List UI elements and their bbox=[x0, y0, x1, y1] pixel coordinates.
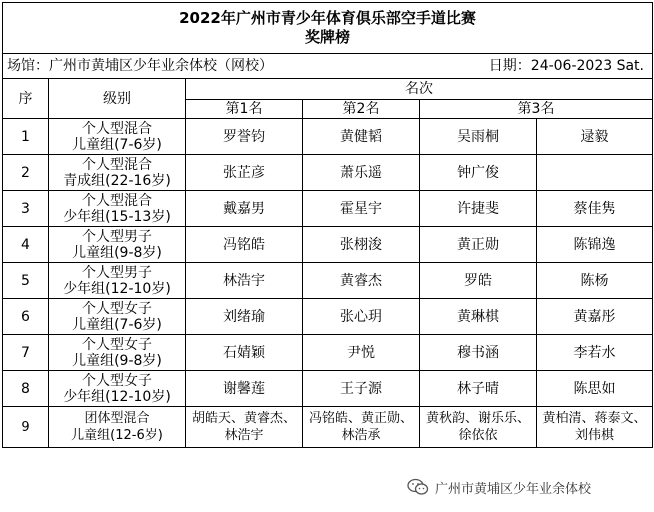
level-group: 少年组(15-13岁) bbox=[63, 208, 171, 225]
header-third: 第3名 bbox=[420, 100, 653, 119]
seq-cell: 2 bbox=[3, 155, 49, 191]
wechat-icon bbox=[407, 478, 429, 496]
seq-cell: 6 bbox=[3, 299, 49, 335]
first-place-cell: 戴嘉男 bbox=[186, 191, 303, 227]
first-place-cell: 刘绪瑜 bbox=[186, 299, 303, 335]
level-group: 儿童组(12-6岁) bbox=[71, 428, 163, 443]
footer-text: 广州市黄埔区少年业余体校 bbox=[435, 481, 592, 497]
second-place-cell: 王子源 bbox=[303, 371, 420, 407]
seq-cell: 8 bbox=[3, 371, 49, 407]
level-cell bbox=[49, 191, 186, 227]
level-cell bbox=[49, 227, 186, 263]
seq-cell: 3 bbox=[3, 191, 49, 227]
level-type: 个人型男子 bbox=[82, 228, 152, 245]
level-type: 个人型男子 bbox=[82, 264, 152, 281]
table-row bbox=[3, 407, 653, 448]
level-cell bbox=[49, 263, 186, 299]
third-place-cell-a: 林子晴 bbox=[420, 371, 537, 407]
third-place-cell-b bbox=[537, 155, 653, 191]
third-place-cell-a: 黄琳棋 bbox=[420, 299, 537, 335]
date-label: 日期：24-06-2023 Sat. bbox=[488, 58, 644, 74]
level-group: 儿童组(7-6岁) bbox=[72, 316, 162, 333]
third-place-cell-b: 陈杨 bbox=[537, 263, 653, 299]
seq-cell: 9 bbox=[3, 407, 49, 448]
title-line-1: 2022年广州市青少年体育俱乐部空手道比赛 bbox=[179, 9, 476, 27]
seq-cell: 4 bbox=[3, 227, 49, 263]
second-place-cell: 张心玥 bbox=[303, 299, 420, 335]
third-place-cell-a: 吴雨桐 bbox=[420, 119, 537, 155]
first-place-cell: 冯铭皓 bbox=[186, 227, 303, 263]
third-place-cell-a: 穆书涵 bbox=[420, 335, 537, 371]
second-place-cell: 尹悦 bbox=[303, 335, 420, 371]
third-place-cell-b: 黄嘉彤 bbox=[537, 299, 653, 335]
second-place-cell: 冯铭皓、黄正勋、林浩承 bbox=[303, 407, 420, 448]
level-group: 儿童组(9-8岁) bbox=[72, 244, 162, 261]
third-place-cell-b: 陈思如 bbox=[537, 371, 653, 407]
third-place-cell-a: 许捷斐 bbox=[420, 191, 537, 227]
second-place-cell: 霍星宇 bbox=[303, 191, 420, 227]
table-row bbox=[3, 155, 653, 191]
table-row bbox=[3, 227, 653, 263]
table-row bbox=[3, 371, 653, 407]
info-row bbox=[3, 54, 653, 79]
level-group: 青成组(22-16岁) bbox=[63, 172, 171, 189]
header-first: 第1名 bbox=[186, 100, 303, 119]
table-title bbox=[3, 3, 653, 54]
venue-label: 场馆：广州市黄埔区少年业余体校（网校） bbox=[7, 58, 273, 74]
level-cell bbox=[49, 371, 186, 407]
second-place-cell: 黄健韬 bbox=[303, 119, 420, 155]
table-row bbox=[3, 299, 653, 335]
level-cell bbox=[49, 335, 186, 371]
first-place-cell: 林浩宇 bbox=[186, 263, 303, 299]
third-place-cell-a: 黄正勋 bbox=[420, 227, 537, 263]
level-type: 个人型女子 bbox=[82, 372, 152, 389]
table-row bbox=[3, 119, 653, 155]
level-type: 团体型混合 bbox=[84, 411, 150, 426]
second-place-cell: 黄睿杰 bbox=[303, 263, 420, 299]
first-place-cell: 罗誉钧 bbox=[186, 119, 303, 155]
first-place-cell: 谢馨莲 bbox=[186, 371, 303, 407]
third-place-cell-b: 逯毅 bbox=[537, 119, 653, 155]
third-place-cell-b: 李若水 bbox=[537, 335, 653, 371]
third-place-cell-b: 陈锦逸 bbox=[537, 227, 653, 263]
title-line-2: 奖牌榜 bbox=[304, 28, 350, 46]
table-row bbox=[3, 191, 653, 227]
third-place-cell-b: 黄柏清、蒋泰文、刘伟棋 bbox=[537, 407, 653, 448]
header-level: 级别 bbox=[49, 79, 186, 119]
second-place-cell: 张栩浚 bbox=[303, 227, 420, 263]
first-place-cell: 胡皓天、黄睿杰、林浩宇 bbox=[186, 407, 303, 448]
first-place-cell: 石婧颖 bbox=[186, 335, 303, 371]
level-cell bbox=[49, 155, 186, 191]
footer-watermark bbox=[407, 476, 647, 498]
level-type: 个人型混合 bbox=[82, 120, 152, 137]
first-place-cell: 张芷彦 bbox=[186, 155, 303, 191]
level-cell bbox=[49, 299, 186, 335]
header-rank: 名次 bbox=[186, 79, 653, 100]
level-type: 个人型女子 bbox=[82, 336, 152, 353]
third-place-cell-a: 黄秋韵、谢乐乐、徐依依 bbox=[420, 407, 537, 448]
level-group: 儿童组(7-6岁) bbox=[72, 136, 162, 153]
table-row bbox=[3, 335, 653, 371]
level-group: 少年组(12-10岁) bbox=[63, 280, 171, 297]
level-cell bbox=[49, 407, 186, 448]
third-place-cell-b: 蔡佳隽 bbox=[537, 191, 653, 227]
level-type: 个人型女子 bbox=[82, 300, 152, 317]
header-seq: 序 bbox=[3, 79, 49, 119]
level-group: 少年组(12-10岁) bbox=[63, 388, 171, 405]
level-type: 个人型混合 bbox=[82, 156, 152, 173]
medal-table bbox=[2, 2, 653, 448]
third-place-cell-a: 罗皓 bbox=[420, 263, 537, 299]
seq-cell: 1 bbox=[3, 119, 49, 155]
level-type: 个人型混合 bbox=[82, 192, 152, 209]
header-second: 第2名 bbox=[303, 100, 420, 119]
level-cell bbox=[49, 119, 186, 155]
level-group: 儿童组(9-8岁) bbox=[72, 352, 162, 369]
seq-cell: 5 bbox=[3, 263, 49, 299]
seq-cell: 7 bbox=[3, 335, 49, 371]
table-row bbox=[3, 263, 653, 299]
third-place-cell-a: 钟广俊 bbox=[420, 155, 537, 191]
second-place-cell: 萧乐遥 bbox=[303, 155, 420, 191]
